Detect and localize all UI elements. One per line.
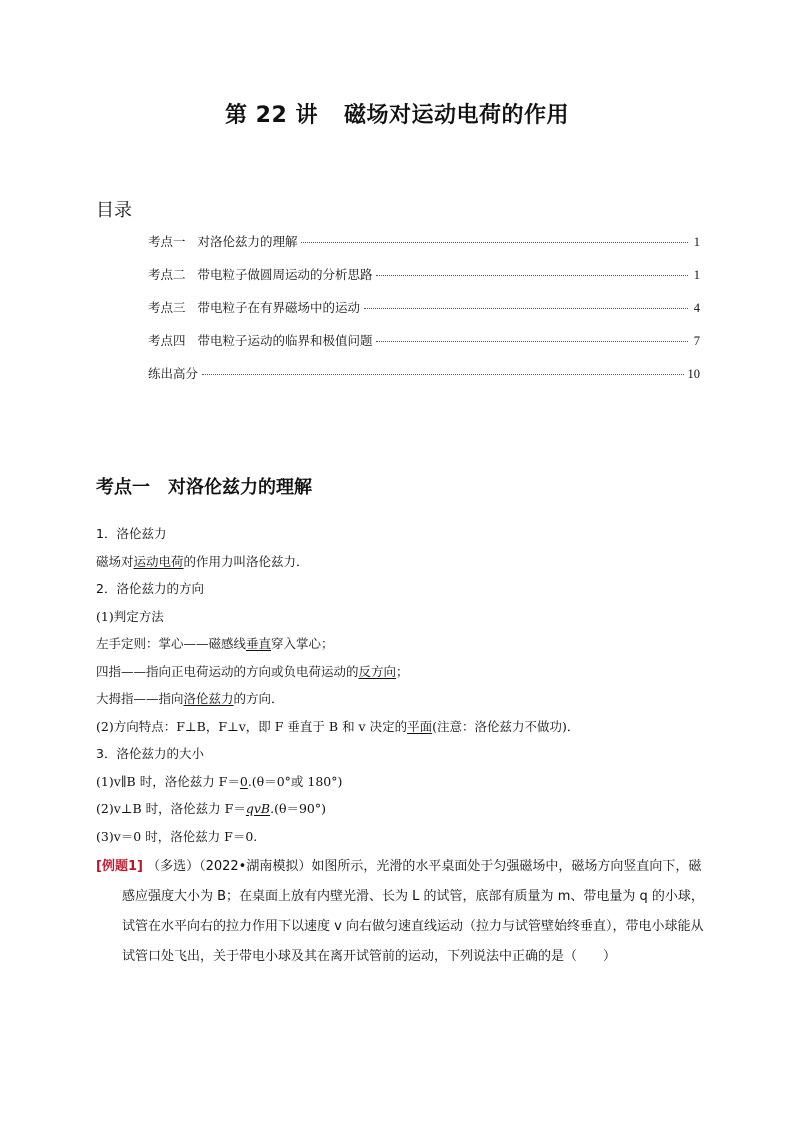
section-num: 考点一 <box>96 477 150 498</box>
toc-item-label: 对洛伦兹力的理解 <box>197 234 298 249</box>
toc-item-page: 1 <box>693 235 700 249</box>
toc-item-label: 带电粒子运动的临界和极值问题 <box>197 333 373 348</box>
example-problem <box>96 852 708 972</box>
subheading: 2．洛伦兹力的方向 <box>96 581 204 596</box>
lecture-topic: 磁场对运动电荷的作用 <box>343 103 569 128</box>
page-title <box>0 98 794 129</box>
text-line: 大拇指——指向洛伦兹力的方向． <box>96 691 284 706</box>
text-line: (2)方向特点：F⊥B，F⊥v，即 F 垂直于 B 和 v 决定的平面(注意：洛伦兹力不做功)． <box>96 718 580 734</box>
toc-item[interactable] <box>148 298 700 331</box>
toc-item-page: 1 <box>693 268 700 282</box>
underlined-term: 运动电荷 <box>133 553 184 569</box>
text-line: (1)判定方法 <box>96 608 164 624</box>
toc-item[interactable] <box>148 232 700 265</box>
text-line: 左手定则：掌心——磁感线垂直穿入掌心； <box>96 636 334 651</box>
toc-item[interactable] <box>148 331 700 364</box>
toc-item-page: 4 <box>693 301 700 315</box>
lecture-number: 第 22 讲 <box>225 103 318 128</box>
toc-item-page: 7 <box>693 334 700 348</box>
section-heading <box>96 473 312 499</box>
text-line: (1)v∥B 时，洛伦兹力 F＝0.(θ＝0°或 180°) <box>96 773 343 789</box>
toc-item-label: 带电粒子做圆周运动的分析思路 <box>197 267 373 282</box>
toc-item[interactable] <box>148 265 700 298</box>
underlined-term: 0 <box>239 773 248 789</box>
example-text: （多选）（2022•湖南模拟）如图所示，光滑的水平桌面处于匀强磁场中，磁场方向竖直向下，磁感应强度大小为 B；在桌面上放有内壁光滑、长为 L 的试管，底部有质量为 m、带电量为 q 的小球，试管在水平向右的拉力作用下以速度 v 向右做匀速直线运动（拉力与试管壁始终垂直），带电小球能从试管口处飞出，关于带电小球及其在离开试管前的运动，下列说法中正确的是（ ） <box>122 859 704 964</box>
toc-item-label: 带电粒子在有界磁场中的运动 <box>197 300 360 315</box>
section-title: 对洛伦兹力的理解 <box>168 477 312 498</box>
subheading: 1．洛伦兹力 <box>96 526 167 541</box>
toc-item-label: 练出高分 <box>148 366 199 381</box>
underlined-term: 垂直 <box>246 636 272 651</box>
text-line: 四指——指向正电荷运动的方向或负电荷运动的反方向； <box>96 663 409 679</box>
section-body <box>96 520 706 850</box>
underlined-term: 洛伦兹力 <box>183 691 234 706</box>
underlined-term: qvB <box>245 801 271 816</box>
toc-heading: 目录 <box>96 200 132 221</box>
subheading: 3．洛伦兹力的大小 <box>96 746 204 761</box>
text-line: (3)v＝0 时，洛伦兹力 F＝0. <box>96 828 258 844</box>
toc-item-num: 考点三 <box>148 300 186 315</box>
text-line: 磁场对运动电荷的作用力叫洛伦兹力． <box>96 553 309 569</box>
underlined-term: 平面 <box>407 718 433 734</box>
underlined-term: 反方向 <box>358 663 397 679</box>
toc-item-num: 考点四 <box>148 333 186 348</box>
example-tag: [例题1] <box>96 859 143 874</box>
table-of-contents <box>148 232 700 397</box>
toc-item-page: 10 <box>687 367 700 381</box>
toc-item-num: 考点一 <box>148 234 186 249</box>
toc-item[interactable] <box>148 364 700 397</box>
toc-item-num: 考点二 <box>148 267 186 282</box>
text-line: (2)v⊥B 时，洛伦兹力 F＝qvB.(θ＝90°) <box>96 801 327 816</box>
